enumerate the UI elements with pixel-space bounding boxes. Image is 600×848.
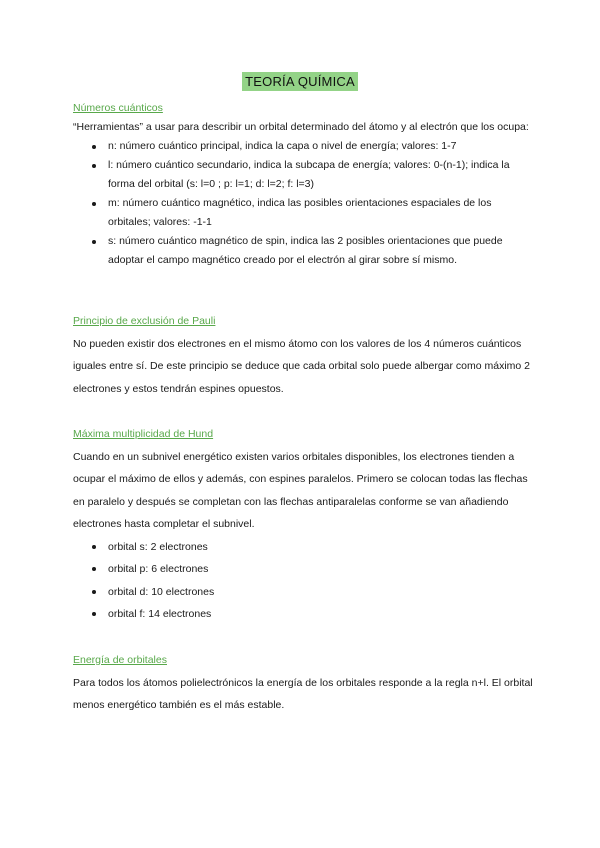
section-paragraph: No pueden existir dos electrones en el mismo átomo con los valores de los 4 números cuánticos iguales entre sí. De este principio se deduce que cada orbital solo puede albergar como máximo 2 electrones y estos tendrán espines opuestos. <box>73 337 531 395</box>
list-item: orbital s: 2 electrones <box>73 536 533 559</box>
section-heading: Energía de orbitales <box>73 654 167 666</box>
document-title: TEORÍA QUÍMICA <box>242 72 358 91</box>
section-hund-rule <box>73 423 533 626</box>
list-item: orbital d: 10 electrones <box>73 581 533 604</box>
list-item: n: número cuántico principal, indica la capa o nivel de energía; valores: 1-7 <box>73 137 533 156</box>
section-quantum-numbers <box>73 99 533 270</box>
section-paragraph: Cuando en un subnivel energético existen varios orbitales disponibles, los electrones tienden a ocupar el máximo de ellos y además, con espines paralelos. Primero se colocan todas las flechas en paralelo y después se completan con las flechas antiparalelas conforme se van añadiendo electrones hasta completar el subnivel. <box>73 450 528 530</box>
bullet-list <box>73 137 533 270</box>
section-heading: Números cuánticos <box>73 102 163 114</box>
title-wrapper <box>0 72 600 91</box>
list-item: s: número cuántico magnético de spin, indica las 2 posibles orientaciones que puede adoptar el campo magnético creado por el electrón al girar sobre sí mismo. <box>73 232 533 270</box>
list-item: orbital p: 6 electrones <box>73 558 533 581</box>
list-item: m: número cuántico magnético, indica las posibles orientaciones espaciales de los orbitales; valores: -1-1 <box>73 194 533 232</box>
section-paragraph: “Herramientas” a usar para describir un orbital determinado del átomo y al electrón que los ocupa: <box>73 121 529 133</box>
section-heading: Máxima multiplicidad de Hund <box>73 428 214 440</box>
section-heading: Principio de exclusión de Pauli <box>73 315 216 327</box>
section-pauli-exclusion <box>73 310 533 400</box>
section-paragraph: Para todos los átomos polielectrónicos la energía de los orbitales responde a la regla n+l. El orbital menos energético también es el más estable. <box>73 676 533 711</box>
bullet-list <box>73 536 533 626</box>
list-item: l: número cuántico secundario, indica la subcapa de energía; valores: 0-(n-1); indica la forma del orbital (s: l=0 ; p: l=1; d: l=2; f: l=3) <box>73 156 533 194</box>
list-item: orbital f: 14 electrones <box>73 603 533 626</box>
section-orbital-energy <box>73 649 533 717</box>
